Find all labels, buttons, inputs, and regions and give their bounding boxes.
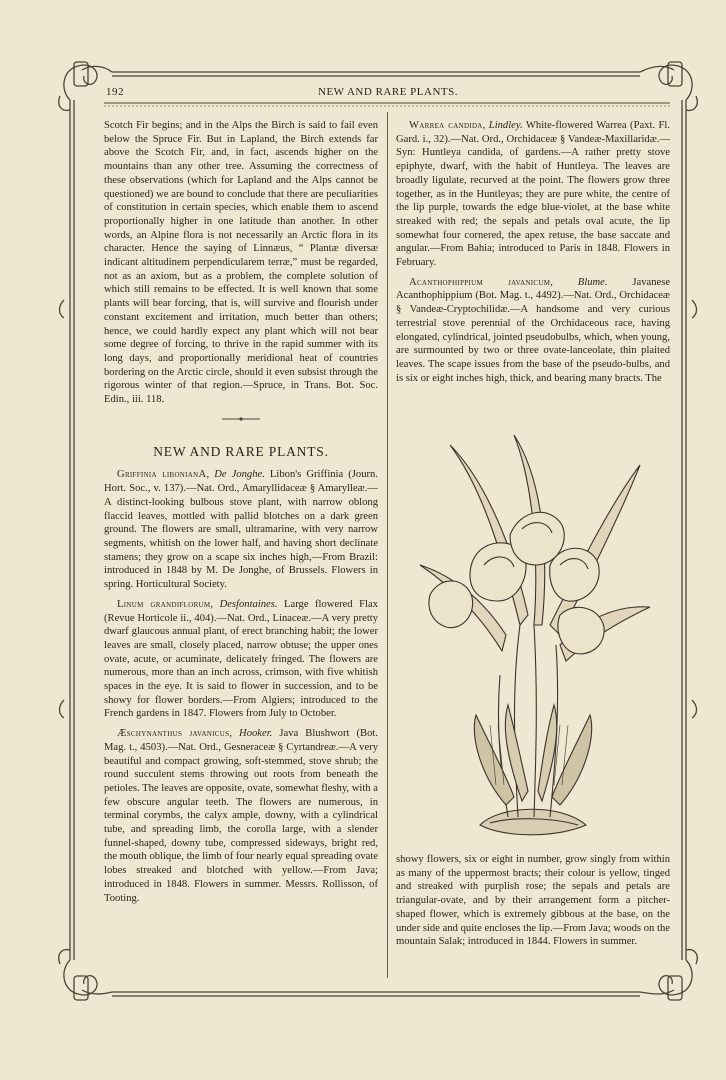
section-separator (104, 413, 378, 425)
entry-authority: Hooker. (239, 728, 273, 740)
entry-warrea: Warrea candida, Lindley. White-flowered Warrea (Paxt. Fl. Gard. i., 32).—Nat. Ord., Orchidaceæ § Vandeæ-Maxillaridæ.—Syn: Huntleya candida, of gardens.—A rather pretty stove epiphyte, dwarf, with the habit of Huntleya. The leaves are broadly ligulate, recurved at the point. The flowers grow three together, as in the Huntleyas; they are pure white, the centre of the lip purple, towards the edge blue-violet, at the base white streaked with red; the sepals and petals oval acute, the lip somewhat four cornered, the apex retuse, the base saccate and angular.—From Bahia; introduced to Paris in 1848. Flowers in February. (396, 120, 670, 269)
entry-name: Æschynanthus javanicus (117, 728, 230, 740)
entry-name: Linum grandiflorum (117, 598, 211, 610)
intro-paragraph: Scotch Fir begins; and in the Alps the Birch is said to fail even below the Spruce Fir. But in Lapland, the Birch extends far above the Scotch Fir, and, in fact, ascends higher on the mountains than any other tree. Assuming the correctness of these observations (which for Lapland and the Alps cannot be questioned) we are bound to conclude that there are peculiarities of constitution in certain species, which enable them to ascend proportionally higher in one latitude than another. In other words, an Alpine flora is not necessarily an Arctic flora in its character. Hence the saying of Linnæus, “ Plantæ diversæ indicant altitudinem perpendicularem terræ,” must be regarded, not as an axiom, but as a problem, the complete solution of which still remains to be effected. It is well known that some plants will bear forcing, that is, will survive and flourish under constant excitement and irritation, much better than others; hence, we could hardly expect any plant which will not bear some degree of forcing, to thrive in the rapid summer with its long days, and proportionally meridional heat of countries bordering on the Arctic circle, should it even subsist through the rigorous winter of that region.—Spruce, in Trans. Bot. Soc. Edin., iii. 118. (104, 120, 378, 406)
orchid-illustration (410, 425, 656, 843)
section-title: NEW AND RARE PLANTS. (153, 443, 329, 459)
entry-linum: Linum grandiflorum, Desfontaines. Large flowered Flax (Revue Horticole ii., 404).—Nat. Ord., Linaceæ.—A very pretty dwarf glaucous annual plant, of erect branching habit; the lower leaves are small, closely placed, narrow obtuse; the upper ones ovate, acute, or acuminate, delicately fringed. The flowers are numerous, more than an inch across, crimson, with five whitish spaces in the eye. It is said to flower in succession, and to be showy for flower borders.—From Algiers; introduced to the French gardens in 1847. Flowers from July to October. (104, 598, 378, 720)
entry-authority: Lindley. (488, 120, 523, 131)
entry-body: White-flowered Warrea (Paxt. Fl. Gard. i., 32).—Nat. Ord., Orchidaceæ § Vandeæ-Maxillaridæ.—Syn: Huntleya candida, of gardens.—A rather pretty stove epiphyte, dwarf, with the habit of Huntleya. The leaves are broadly ligulate, recurved at the point. The flowers grow three together, as in the Huntleyas; they are pure white, the centre of the lip purple, towards the edge blue-violet, at the base white streaked with red; the sepals and petals oval acute, the lip somewhat four cornered, the apex retuse, the base saccate and angular.—From Bahia; introduced to Paris in 1848. Flowers in February. (396, 120, 670, 269)
entry-griffinia: Griffinia libonianA, De Jonghe. Libon's Griffinia (Journ. Hort. Soc., v. 137).—Nat. Ord., Amaryllidaceæ § Amarylleæ.—A distinct-looking bulbous stove plant, with narrow oblong flaccid leaves, mottled with pallid blotches on a dark green ground. The flowers are small, ultramarine, with very narrow segments, whitish on the lower half, and having short declinate stamens; they grow on a scape six inches high,—From Brazil: introduced in 1848 by M. De Jonghe, of Brussels. Flowers in spring. Horticultural Society. (104, 469, 378, 591)
running-title: NEW AND RARE PLANTS. (318, 86, 458, 98)
entry-name: Griffinia libonianA (117, 469, 207, 481)
column-divider (387, 112, 388, 978)
entry-acanthophippium: Acanthophippium javanicum, Blume. Javanese Acanthophippium (Bot. Mag. t., 4492).—Nat. Ord., Orchidaceæ § Vandeæ-Cryptochilidæ.—A handsome and very curious terrestrial stove perennial of the Orchidaceous race, having elongated, cylindrical, jointed pseudobulbs, which, when young, are surmounted by two or three ovate-lanceolate, thin plaited leaves. The scape issues from the base of the pseudo-bulbs, and is six or eight inches high, thick, and bearing many bracts. The (396, 276, 671, 384)
entry-body: Large flowered Flax (Revue Horticole ii., 404).—Nat. Ord., Linaceæ.—A very pretty dwarf glaucous annual plant, of erect branching habit; the lower leaves are small, closely placed, narrow obtuse; the upper ones ovate, acute, or acuminate, delicately fringed. The flowers are numerous, more than an inch across, crimson, with five whitish spaces in the eye. It is said to flower in succession, and to be showy for flower borders.—From Algiers; introduced to the French gardens in 1847. Flowers from July to October. (104, 598, 378, 720)
entry-body: Libon's Griffinia (Journ. Hort. Soc., v. 137).—Nat. Ord., Amaryllidaceæ § Amarylleæ.—A distinct-looking bulbous stove plant, with narrow oblong flaccid leaves, mottled with pallid blotches on a dark green ground. The flowers are small, ultramarine, with very narrow segments, whitish on the lower half, and having short declinate stamens; they grow on a scape six inches high,—From Brazil: introduced in 1848 by M. De Jonghe, of Brussels. Flowers in spring. Horticultural Society. (104, 469, 378, 591)
entry-authority: Blume. (577, 276, 608, 288)
entry-name: Acanthophippium javanicum (409, 276, 551, 288)
entry-authority: Desfontaines. (219, 598, 278, 610)
entry-authority: De Jonghe. (214, 469, 265, 481)
page-number: 192 (106, 86, 124, 98)
entry-body: Java Blushwort (Bot. Mag. t., 4503).—Nat. Ord., Gesneraceæ § Cyrtandreæ.—A very beautiful and compact growing, soft-stemmed, stove shrub; the round succulent stems throwing out roots from beneath the petioles. The leaves are opposite, ovate, somewhat fleshy, with a few obscure angular teeth. The flowers are numerous, in terminal corymbs, the calyx ample, downy, with a cylindrical tube, and spreading limb, the corolla large, with a slender funnel-shaped, downy tube, compressed sideways, bright red, the mouth oblique, the limb of four nearly equal spreading ovate lobes streaked and blotched with yellow.—From Java; introduced in 1848. Flowers in summer. Messrs. Rollisson, of Tooting. (104, 728, 378, 904)
right-column-top (396, 119, 670, 385)
entry-acanthophippium-continued: showy flowers, six or eight in number, grow singly from within as many of the uppermost bracts; their colour is yellow, tinged and streaked with purplish rose; the sepals and petals are triangular-ovate, and by their arrangement form a pitcher-shaped flower, which is extremely gibbous at the base, on the under side and quite encloses the lip.—From Java; woods on the mountain Salak; introduced in 1844. Flowers in summer. (396, 854, 670, 948)
left-column (104, 119, 378, 905)
entry-name: Warrea candida (409, 120, 483, 131)
entry-body: Javanese Acanthophippium (Bot. Mag. t., 4492).—Nat. Ord., Orchidaceæ § Vandeæ-Cryptochilidæ.—A handsome and very curious terrestrial stove perennial of the Orchidaceous race, having elongated, cylindrical, jointed pseudobulbs, which, when young, are surmounted by two or three ovate-lanceolate, thin plaited leaves. The scape issues from the base of the pseudo-bulbs, and is six or eight inches high, thick, and bearing many bracts. The (396, 276, 671, 384)
right-column-bottom (396, 853, 670, 949)
entry-aeschynanthus: Æschynanthus javanicus, Hooker. Java Blushwort (Bot. Mag. t., 4503).—Nat. Ord., Gesneraceæ § Cyrtandreæ.—A very beautiful and compact growing, soft-stemmed, stove shrub; the round succulent stems throwing out roots from beneath the petioles. The leaves are opposite, ovate, somewhat fleshy, with a few obscure angular teeth. The flowers are numerous, in terminal corymbs, the calyx ample, downy, with a cylindrical tube, and spreading limb, the corolla large, with a slender funnel-shaped, downy tube, compressed sideways, bright red, the mouth oblique, the limb of four nearly equal spreading ovate lobes streaked and blotched with yellow.—From Java; introduced in 1848. Flowers in summer. Messrs. Rollisson, of Tooting. (104, 728, 378, 904)
